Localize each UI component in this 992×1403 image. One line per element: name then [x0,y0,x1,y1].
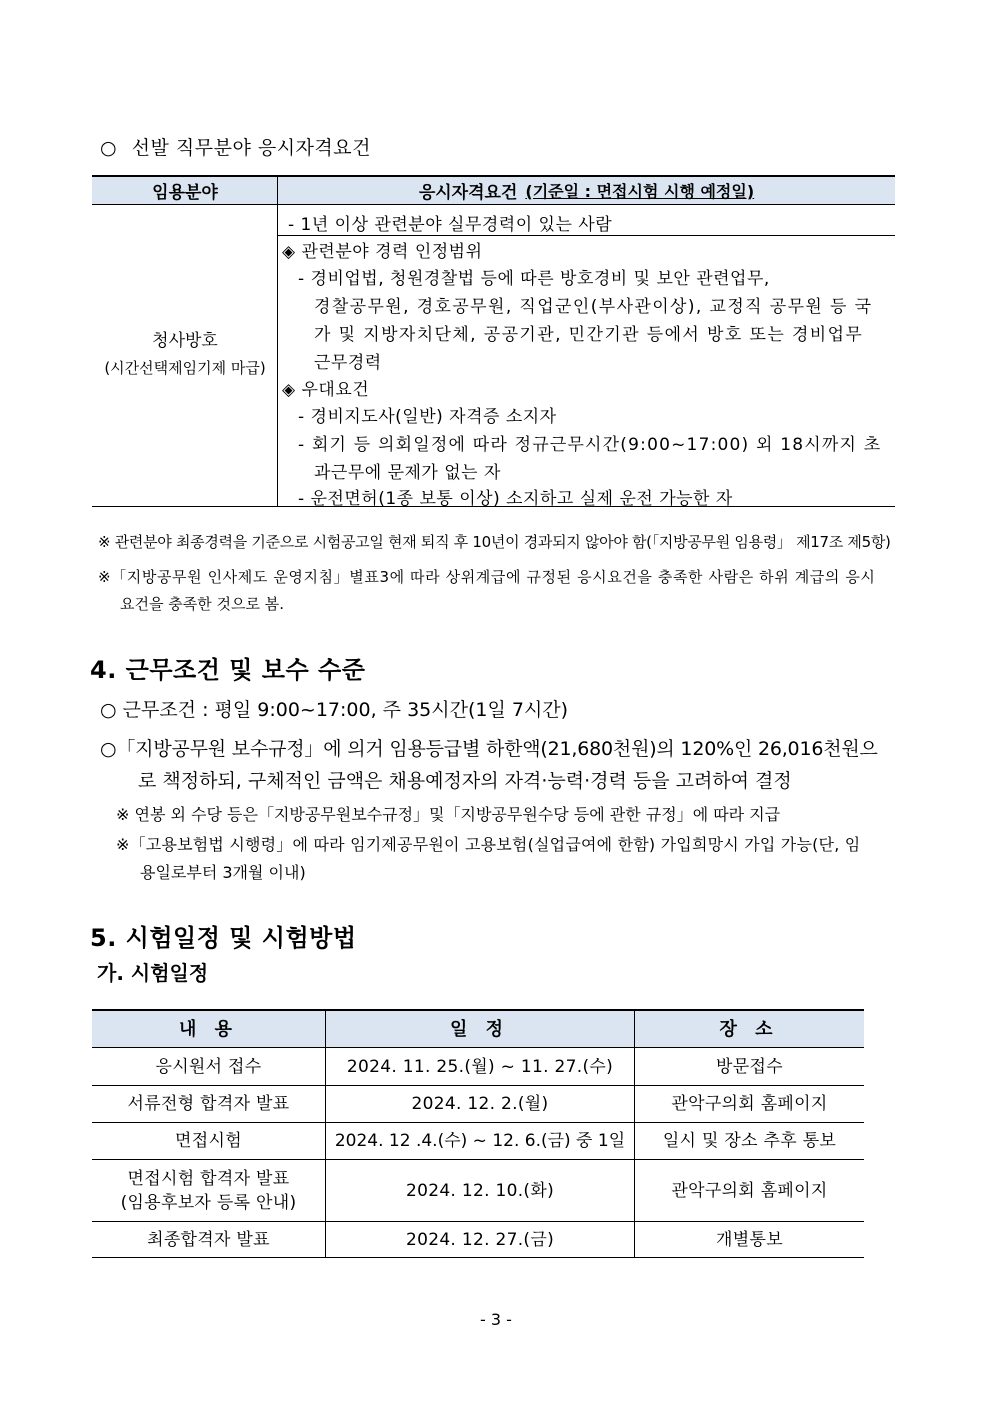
circle-bullet-icon: ○ [100,137,118,159]
scope-line: 경찰공무원, 경호공무원, 직업군인(부사관이상), 교정직 공무원 등 국 [314,297,873,317]
section5-subheading: 가. 시험일정 [97,961,209,985]
scope-line: - 경비업법, 청원경찰법 등에 따른 방호경비 및 보안 관련업무, [298,269,770,289]
table-row-place: 관악구의회 홈페이지 [671,1180,828,1201]
field-name: 청사방호 [152,331,218,351]
qual-note: ※ 관련분야 최종경력을 기준으로 시험공고일 현재 퇴직 후 10년이 경과되지 않아야 함(「지방공무원 임용령」 제17조 제5항) [98,533,891,551]
field-cell [92,328,278,382]
section4-note-cont: 용일로부터 3개월 이내) [140,863,306,882]
section4-heading: 4. 근무조건 및 보수 수준 [90,656,366,684]
table-row-content: 면접시험 [175,1131,242,1151]
qualification-table [92,175,895,507]
table-row-date: 2024. 12 .4.(수) ~ 12. 6.(금) 중 1일 [334,1131,626,1151]
table-row-place: 관악구의회 홈페이지 [671,1094,828,1114]
qual-note: ※「지방공무원 인사제도 운영지침」별표3에 따라 상위계급에 규정된 응시요건을 충족한 사람은 하위 계급의 응시 [98,568,876,586]
pref-line: - 회기 등 의회일정에 따라 정규근무시간(9:00~17:00) 외 18시까지 초 [298,435,882,455]
header-place: 장 소 [634,1009,864,1047]
req-line: - 1년 이상 관련분야 실무경력이 있는 사람 [288,215,613,235]
section4-item: ○「지방공무원 보수규정」에 의거 임용등급별 하한액(21,680천원)의 120%인 26,016천원으 [100,738,878,760]
section4-item-cont: 로 책정하되, 구체적인 금액은 채용예정자의 자격·능력·경력 등을 고려하여 결정 [138,770,792,792]
schedule-table [92,1009,864,1258]
header-date: 일 정 [325,1009,634,1047]
table-row-place: 개별통보 [716,1229,783,1250]
pref-line: 과근무에 문제가 없는 자 [314,463,501,483]
table-row-date: 2024. 12. 2.(월) [411,1094,549,1114]
table-row-content: 서류전형 합격자 발표 [127,1094,290,1114]
pref-line: - 운전면허(1종 보통 이상) 소지하고 실제 운전 가능한 자 [298,489,733,509]
header-content: 내 용 [92,1009,325,1047]
qual-section-title: ○ 선발 직무분야 응시자격요건 [100,137,371,159]
table-row-content: 응시원서 접수 [155,1056,262,1077]
field-sub: (시간선택제임기제 마급) [104,359,266,377]
pref-line: - 경비지도사(일반) 자격증 소지자 [298,407,557,427]
table-row-date: 2024. 12. 10.(화) [405,1180,555,1201]
section5-heading: 5. 시험일정 및 시험방법 [90,924,357,952]
qual-note-cont: 요건을 충족한 것으로 봄. [120,595,284,613]
table-row-content: 최종합격자 발표 [147,1229,270,1250]
scope-line: 근무경력 [314,353,382,373]
section4-item: ○ 근무조건 : 평일 9:00~17:00, 주 35시간(1일 7시간) [100,699,569,721]
header-field: 임용분야 [92,175,278,205]
section4-note: ※「고용보험법 시행령」에 따라 임기제공무원이 고용보험(실업급여에 한함) 가입희망시 가입 가능(단, 임 [116,835,861,854]
table-row-place: 방문접수 [716,1056,783,1077]
table-row-date: 2024. 11. 25.(월) ~ 11. 27.(수) [346,1056,614,1077]
table-row-place: 일시 및 장소 추후 통보 [662,1131,837,1151]
pref-title: ◈ 우대요건 [282,380,370,400]
table-row-content: 면접시험 합격자 발표 (임용후보자 등록 안내) [120,1168,297,1213]
header-requirements: 응시자격요건 (기준일 : 면접시험 시행 예정일) [278,175,895,205]
page-number: - 3 - [480,1310,512,1329]
scope-line: 가 및 지방자치단체, 공공기관, 민간기관 등에서 방호 또는 경비업무 [314,325,864,345]
section4-note: ※ 연봉 외 수당 등은「지방공무원보수규정」및「지방공무원수당 등에 관한 규정」에 따라 지급 [116,805,781,824]
table-row-date: 2024. 12. 27.(금) [405,1229,555,1250]
scope-title: ◈ 관련분야 경력 인정범위 [282,242,483,262]
